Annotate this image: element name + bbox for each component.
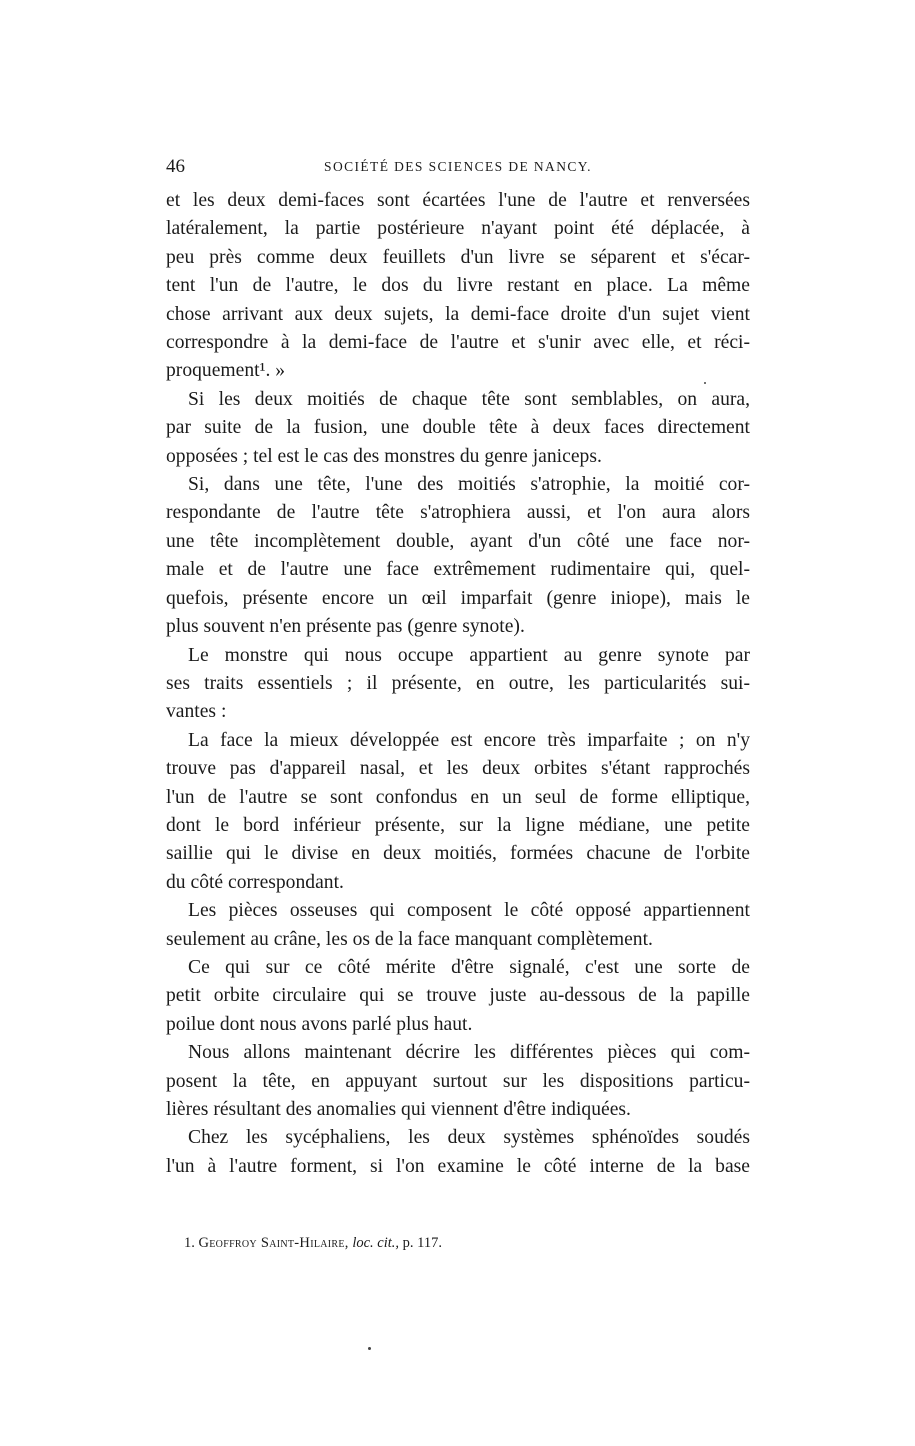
footnote: [184, 1235, 744, 1252]
print-speck: [368, 1347, 371, 1350]
running-title: SOCIÉTÉ DES SCIENCES DE NANCY.: [324, 159, 592, 174]
text-line: plus souvent n'en présente pas (genre synote).: [166, 616, 525, 638]
text-line: l'un de l'autre se sont confondus en un seul de forme elliptique,: [166, 786, 750, 808]
text-line: l'un à l'autre forment, si l'on examine le côté interne de la base: [166, 1155, 750, 1177]
text-line: poilue dont nous avons parlé plus haut.: [166, 1013, 473, 1035]
text-line: posent la tête, en appuyant surtout sur les dispositions particu-: [166, 1070, 750, 1092]
body-text: [166, 187, 750, 1181]
paragraph: [166, 897, 750, 954]
text-line: peu près comme deux feuillets d'un livre se séparent et s'écar-: [166, 246, 750, 268]
text-line: saillie qui le divise en deux moitiés, formées chacune de l'orbite: [166, 843, 750, 865]
paragraph: [166, 386, 750, 471]
text-line: Le monstre qui nous occupe appartient au genre synote par: [188, 644, 750, 666]
text-line: Nous allons maintenant décrire les différentes pièces qui com-: [188, 1042, 750, 1064]
paragraph: [166, 1124, 750, 1181]
text-line: vantes :: [166, 701, 227, 723]
page-number: 46: [166, 156, 185, 177]
text-line: dont le bord inférieur présente, sur la ligne médiane, une petite: [166, 814, 750, 836]
footnote-page: p. 117.: [402, 1235, 443, 1251]
text-line: tent l'un de l'autre, le dos du livre restant en place. La même: [166, 275, 750, 297]
text-line: par suite de la fusion, une double tête à deux faces directement: [166, 417, 750, 439]
text-line: latéralement, la partie postérieure n'ayant point été déplacée, à: [166, 218, 750, 240]
footnote-author: Geoffroy Saint-Hilaire,: [198, 1235, 349, 1251]
paragraph: [166, 471, 750, 641]
footnote-number: 1.: [184, 1235, 195, 1251]
paragraph: [166, 727, 750, 897]
text-line: correspondre à la demi-face de l'autre et s'unir avec elle, et réci-: [166, 332, 750, 354]
paragraph: [166, 954, 750, 1039]
text-line: Ce qui sur ce côté mérite d'être signalé, c'est une sorte de: [188, 956, 750, 978]
text-line: quefois, présente encore un œil imparfait (genre iniope), mais le: [166, 587, 750, 609]
paragraph: [166, 642, 750, 727]
paragraph: [166, 187, 750, 386]
paragraph: [166, 1039, 750, 1124]
page-header: [166, 156, 750, 184]
text-line: petit orbite circulaire qui se trouve juste au-dessous de la papille: [166, 985, 750, 1007]
text-line: du côté correspondant.: [166, 871, 344, 893]
text-line: trouve pas d'appareil nasal, et les deux orbites s'étant rapprochés: [166, 758, 750, 780]
text-line: seulement au crâne, les os de la face manquant complètement.: [166, 928, 653, 950]
text-line: une tête incomplètement double, ayant d'un côté une face nor-: [166, 530, 750, 552]
text-line: proquement¹. »: [166, 360, 286, 382]
text-line: Si, dans une tête, l'une des moitiés s'atrophie, la moitié cor-: [188, 474, 750, 496]
text-line: La face la mieux développée est encore très imparfaite ; on n'y: [188, 729, 750, 751]
text-line: et les deux demi-faces sont écartées l'une de l'autre et renversées: [166, 190, 750, 211]
text-line: Si les deux moitiés de chaque tête sont semblables, on aura,: [188, 388, 750, 410]
text-line: respondante de l'autre tête s'atrophiera aussi, et l'on aura alors: [166, 502, 750, 524]
text-line: chose arrivant aux deux sujets, la demi-face droite d'un sujet vient: [166, 303, 750, 325]
text-line: Les pièces osseuses qui composent le côté opposé appartiennent: [188, 900, 750, 922]
print-speck: [704, 382, 706, 384]
text-line: opposées ; tel est le cas des monstres du genre janiceps.: [166, 445, 602, 467]
text-line: male et de l'autre une face extrêmement rudimentaire qui, quel-: [166, 559, 750, 581]
text-line: Chez les sycéphaliens, les deux systèmes sphénoïdes soudés: [188, 1127, 750, 1149]
text-line: lières résultant des anomalies qui viennent d'être indiquées.: [166, 1099, 631, 1120]
footnote-reference: loc. cit.,: [352, 1235, 400, 1251]
text-line: ses traits essentiels ; il présente, en outre, les particularités sui-: [166, 672, 750, 694]
